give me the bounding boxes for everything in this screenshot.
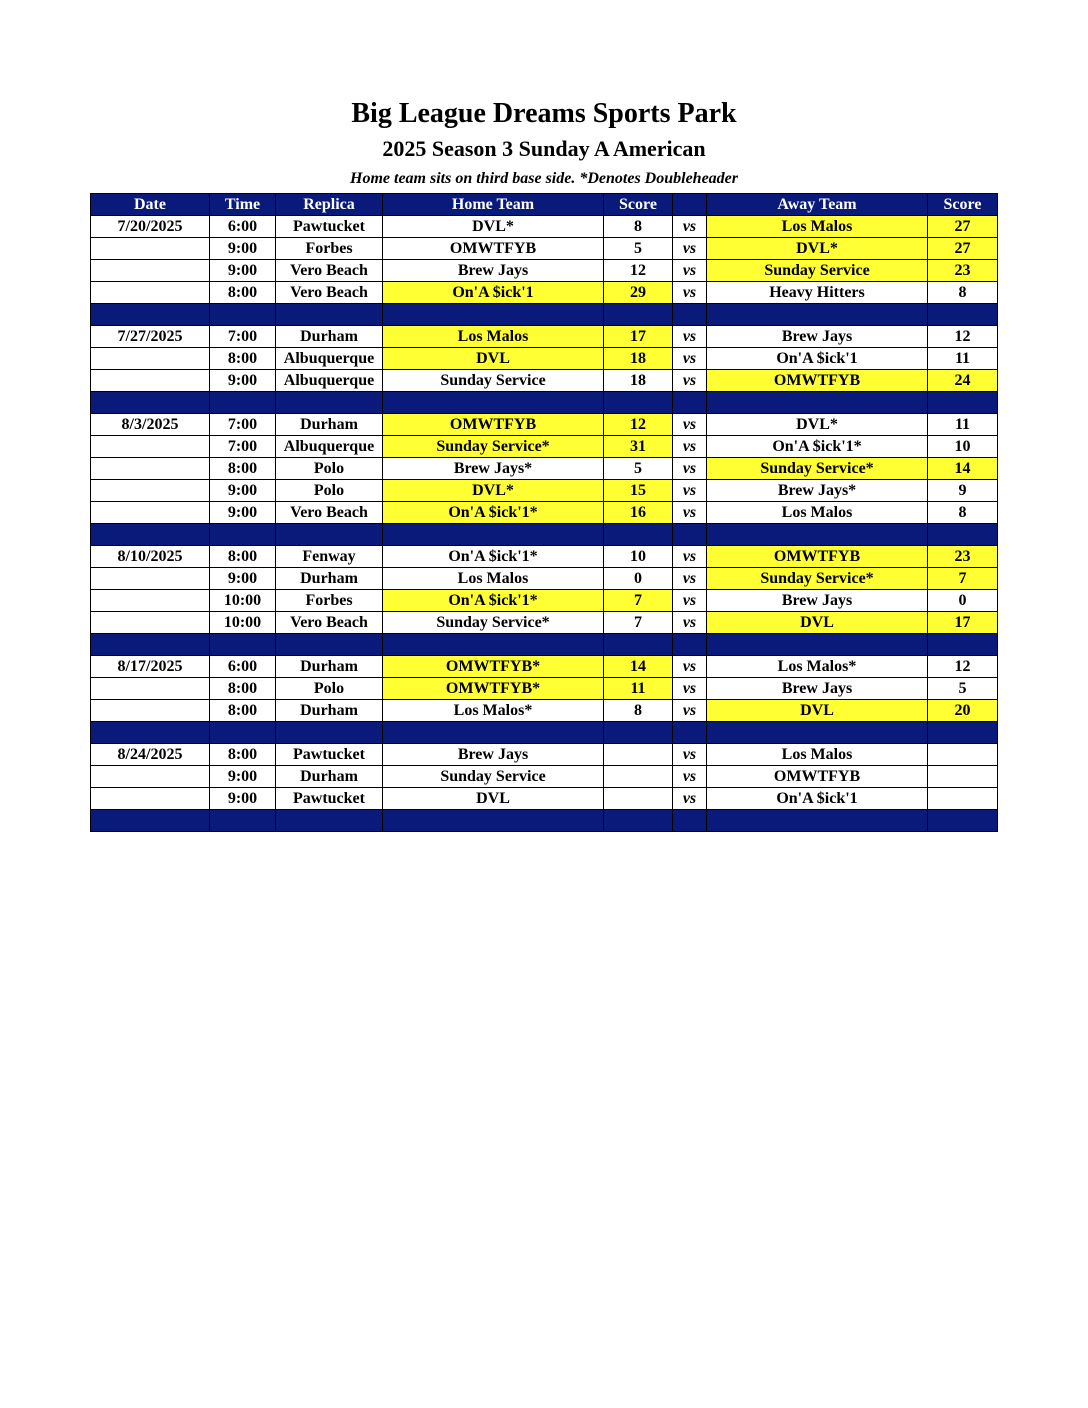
table-row (91, 348, 998, 370)
table-row (91, 216, 998, 238)
vs-cell: vs (673, 260, 707, 282)
away-team-cell: OMWTFYB (707, 766, 928, 788)
separator-cell (604, 634, 673, 656)
separator-cell (604, 304, 673, 326)
vs-cell: vs (673, 458, 707, 480)
time-cell: 6:00 (210, 656, 276, 678)
separator-cell (383, 304, 604, 326)
home-team-cell: OMWTFYB (383, 414, 604, 436)
away-team-cell: Brew Jays* (707, 480, 928, 502)
time-cell: 10:00 (210, 590, 276, 612)
time-cell: 7:00 (210, 436, 276, 458)
time-cell: 9:00 (210, 766, 276, 788)
separator-cell (673, 634, 707, 656)
away-score-cell: 11 (928, 348, 998, 370)
schedule-table (90, 193, 998, 832)
home-team-cell: On'A $ick'1 (383, 282, 604, 304)
separator-cell (210, 304, 276, 326)
vs-cell: vs (673, 700, 707, 722)
separator-cell (383, 524, 604, 546)
home-score-cell: 0 (604, 568, 673, 590)
separator-cell (276, 392, 383, 414)
separator-cell (604, 810, 673, 832)
time-cell: 9:00 (210, 238, 276, 260)
away-team-cell: Sunday Service* (707, 458, 928, 480)
vs-cell: vs (673, 590, 707, 612)
time-cell: 7:00 (210, 414, 276, 436)
table-row (91, 612, 998, 634)
week-separator-row (91, 722, 998, 744)
separator-cell (928, 634, 998, 656)
table-row (91, 700, 998, 722)
table-row (91, 458, 998, 480)
home-score-cell: 7 (604, 612, 673, 634)
date-cell (91, 238, 210, 260)
away-team-cell: On'A $ick'1 (707, 348, 928, 370)
away-team-cell: Los Malos (707, 502, 928, 524)
separator-cell (91, 304, 210, 326)
date-cell (91, 348, 210, 370)
replica-field-cell: Albuquerque (276, 370, 383, 392)
vs-cell: vs (673, 678, 707, 700)
vs-cell: vs (673, 216, 707, 238)
date-cell: 8/24/2025 (91, 744, 210, 766)
time-cell: 9:00 (210, 502, 276, 524)
away-team-cell: OMWTFYB (707, 546, 928, 568)
home-team-cell: Sunday Service* (383, 436, 604, 458)
home-score-cell: 16 (604, 502, 673, 524)
away-score-cell (928, 766, 998, 788)
separator-cell (707, 392, 928, 414)
vs-cell: vs (673, 414, 707, 436)
home-score-cell: 10 (604, 546, 673, 568)
separator-cell (928, 722, 998, 744)
table-row (91, 766, 998, 788)
home-team-cell: OMWTFYB (383, 238, 604, 260)
time-cell: 10:00 (210, 612, 276, 634)
table-header-row (91, 194, 998, 216)
time-cell: 9:00 (210, 370, 276, 392)
table-row (91, 414, 998, 436)
separator-cell (383, 392, 604, 414)
table-row (91, 590, 998, 612)
away-score-cell: 0 (928, 590, 998, 612)
date-cell: 8/17/2025 (91, 656, 210, 678)
vs-cell: vs (673, 238, 707, 260)
separator-cell (673, 304, 707, 326)
away-team-cell: Brew Jays (707, 326, 928, 348)
date-cell: 8/10/2025 (91, 546, 210, 568)
home-score-cell (604, 744, 673, 766)
week-separator-row (91, 810, 998, 832)
separator-cell (210, 722, 276, 744)
time-cell: 9:00 (210, 788, 276, 810)
vs-cell: vs (673, 612, 707, 634)
separator-cell (383, 810, 604, 832)
replica-field-cell: Vero Beach (276, 282, 383, 304)
away-score-cell: 27 (928, 216, 998, 238)
vs-cell: vs (673, 436, 707, 458)
away-score-cell: 11 (928, 414, 998, 436)
date-cell (91, 678, 210, 700)
away-team-cell: On'A $ick'1* (707, 436, 928, 458)
table-row (91, 370, 998, 392)
replica-field-cell: Polo (276, 678, 383, 700)
replica-field-cell: Polo (276, 480, 383, 502)
separator-cell (604, 722, 673, 744)
home-score-cell: 15 (604, 480, 673, 502)
column-header-home-score: Score (604, 194, 673, 216)
home-team-cell: OMWTFYB* (383, 678, 604, 700)
date-cell (91, 370, 210, 392)
replica-field-cell: Vero Beach (276, 502, 383, 524)
away-team-cell: DVL (707, 612, 928, 634)
away-team-cell: Sunday Service* (707, 568, 928, 590)
separator-cell (276, 304, 383, 326)
home-score-cell: 18 (604, 348, 673, 370)
table-row (91, 260, 998, 282)
date-cell (91, 502, 210, 524)
replica-field-cell: Vero Beach (276, 612, 383, 634)
separator-cell (276, 722, 383, 744)
week-separator-row (91, 392, 998, 414)
home-team-cell: Los Malos* (383, 700, 604, 722)
separator-cell (928, 524, 998, 546)
week-separator-row (91, 634, 998, 656)
separator-cell (928, 810, 998, 832)
separator-cell (91, 810, 210, 832)
away-score-cell (928, 788, 998, 810)
separator-cell (707, 634, 928, 656)
time-cell: 8:00 (210, 700, 276, 722)
home-team-cell: DVL* (383, 216, 604, 238)
away-score-cell: 8 (928, 502, 998, 524)
replica-field-cell: Polo (276, 458, 383, 480)
home-score-cell: 5 (604, 458, 673, 480)
column-header-date: Date (91, 194, 210, 216)
date-cell (91, 700, 210, 722)
table-row (91, 282, 998, 304)
column-header-vs (673, 194, 707, 216)
time-cell: 9:00 (210, 568, 276, 590)
table-row (91, 436, 998, 458)
separator-cell (604, 392, 673, 414)
vs-cell: vs (673, 744, 707, 766)
separator-cell (383, 634, 604, 656)
time-cell: 8:00 (210, 678, 276, 700)
vs-cell: vs (673, 370, 707, 392)
season-subtitle: 2025 Season 3 Sunday A American (382, 136, 706, 161)
home-score-cell: 18 (604, 370, 673, 392)
separator-cell (928, 304, 998, 326)
home-score-cell: 5 (604, 238, 673, 260)
away-score-cell: 17 (928, 612, 998, 634)
week-separator-row (91, 524, 998, 546)
away-score-cell: 12 (928, 326, 998, 348)
date-cell (91, 612, 210, 634)
time-cell: 8:00 (210, 546, 276, 568)
table-row (91, 568, 998, 590)
date-cell (91, 260, 210, 282)
home-team-cell: Sunday Service* (383, 612, 604, 634)
date-cell: 7/27/2025 (91, 326, 210, 348)
separator-cell (604, 524, 673, 546)
separator-cell (276, 634, 383, 656)
time-cell: 8:00 (210, 348, 276, 370)
away-score-cell: 12 (928, 656, 998, 678)
time-cell: 8:00 (210, 282, 276, 304)
home-score-cell: 7 (604, 590, 673, 612)
home-team-cell: Los Malos (383, 326, 604, 348)
away-score-cell: 24 (928, 370, 998, 392)
replica-field-cell: Durham (276, 700, 383, 722)
vs-cell: vs (673, 656, 707, 678)
separator-cell (276, 810, 383, 832)
date-cell: 8/3/2025 (91, 414, 210, 436)
table-row (91, 656, 998, 678)
away-score-cell: 23 (928, 546, 998, 568)
replica-field-cell: Fenway (276, 546, 383, 568)
away-team-cell: DVL* (707, 238, 928, 260)
vs-cell: vs (673, 788, 707, 810)
replica-field-cell: Durham (276, 766, 383, 788)
separator-cell (707, 810, 928, 832)
separator-cell (210, 392, 276, 414)
separator-cell (383, 722, 604, 744)
away-team-cell: DVL (707, 700, 928, 722)
replica-field-cell: Pawtucket (276, 744, 383, 766)
replica-field-cell: Forbes (276, 590, 383, 612)
date-cell (91, 436, 210, 458)
separator-cell (210, 634, 276, 656)
away-score-cell: 27 (928, 238, 998, 260)
time-cell: 7:00 (210, 326, 276, 348)
home-team-cell: DVL* (383, 480, 604, 502)
home-team-cell: On'A $ick'1* (383, 546, 604, 568)
home-score-cell: 12 (604, 260, 673, 282)
vs-cell: vs (673, 480, 707, 502)
date-cell (91, 590, 210, 612)
separator-cell (673, 722, 707, 744)
replica-field-cell: Albuquerque (276, 436, 383, 458)
vs-cell: vs (673, 766, 707, 788)
replica-field-cell: Forbes (276, 238, 383, 260)
table-row (91, 744, 998, 766)
home-score-cell: 31 (604, 436, 673, 458)
home-score-cell: 17 (604, 326, 673, 348)
home-score-cell: 11 (604, 678, 673, 700)
separator-cell (673, 392, 707, 414)
separator-cell (928, 392, 998, 414)
away-team-cell: On'A $ick'1 (707, 788, 928, 810)
date-cell (91, 480, 210, 502)
away-team-cell: Heavy Hitters (707, 282, 928, 304)
date-cell (91, 788, 210, 810)
away-team-cell: Sunday Service (707, 260, 928, 282)
away-team-cell: OMWTFYB (707, 370, 928, 392)
replica-field-cell: Albuquerque (276, 348, 383, 370)
home-score-cell (604, 788, 673, 810)
week-separator-row (91, 304, 998, 326)
date-cell: 7/20/2025 (91, 216, 210, 238)
replica-field-cell: Durham (276, 414, 383, 436)
away-team-cell: Brew Jays (707, 678, 928, 700)
schedule-note: Home team sits on third base side. *Denotes Doubleheader (350, 170, 738, 187)
date-cell (91, 458, 210, 480)
separator-cell (707, 304, 928, 326)
table-row (91, 502, 998, 524)
home-team-cell: Brew Jays (383, 744, 604, 766)
home-team-cell: Brew Jays (383, 260, 604, 282)
time-cell: 6:00 (210, 216, 276, 238)
vs-cell: vs (673, 568, 707, 590)
home-team-cell: On'A $ick'1* (383, 590, 604, 612)
time-cell: 8:00 (210, 458, 276, 480)
away-team-cell: Brew Jays (707, 590, 928, 612)
home-team-cell: OMWTFYB* (383, 656, 604, 678)
separator-cell (707, 722, 928, 744)
date-cell (91, 568, 210, 590)
time-cell: 8:00 (210, 744, 276, 766)
vs-cell: vs (673, 282, 707, 304)
home-team-cell: DVL (383, 788, 604, 810)
vs-cell: vs (673, 348, 707, 370)
table-row (91, 326, 998, 348)
separator-cell (707, 524, 928, 546)
away-team-cell: Los Malos (707, 744, 928, 766)
separator-cell (673, 810, 707, 832)
separator-cell (91, 524, 210, 546)
vs-cell: vs (673, 502, 707, 524)
away-score-cell: 10 (928, 436, 998, 458)
vs-cell: vs (673, 546, 707, 568)
page-title: Big League Dreams Sports Park (351, 98, 737, 129)
time-cell: 9:00 (210, 480, 276, 502)
away-team-cell: Los Malos (707, 216, 928, 238)
home-team-cell: Sunday Service (383, 370, 604, 392)
away-score-cell: 8 (928, 282, 998, 304)
replica-field-cell: Durham (276, 326, 383, 348)
vs-cell: vs (673, 326, 707, 348)
away-score-cell: 14 (928, 458, 998, 480)
separator-cell (210, 524, 276, 546)
away-score-cell: 20 (928, 700, 998, 722)
table-row (91, 480, 998, 502)
table-row (91, 238, 998, 260)
away-score-cell: 7 (928, 568, 998, 590)
home-score-cell: 8 (604, 216, 673, 238)
table-row (91, 788, 998, 810)
date-cell (91, 766, 210, 788)
home-score-cell: 29 (604, 282, 673, 304)
table-row (91, 546, 998, 568)
away-score-cell: 9 (928, 480, 998, 502)
separator-cell (91, 722, 210, 744)
column-header-away-score: Score (928, 194, 998, 216)
away-score-cell: 23 (928, 260, 998, 282)
replica-field-cell: Pawtucket (276, 788, 383, 810)
column-header-home-team: Home Team (383, 194, 604, 216)
replica-field-cell: Vero Beach (276, 260, 383, 282)
date-cell (91, 282, 210, 304)
home-score-cell: 14 (604, 656, 673, 678)
home-team-cell: DVL (383, 348, 604, 370)
column-header-away-team: Away Team (707, 194, 928, 216)
home-team-cell: Sunday Service (383, 766, 604, 788)
home-team-cell: Brew Jays* (383, 458, 604, 480)
column-header-time: Time (210, 194, 276, 216)
separator-cell (673, 524, 707, 546)
separator-cell (276, 524, 383, 546)
home-score-cell (604, 766, 673, 788)
replica-field-cell: Durham (276, 656, 383, 678)
table-row (91, 678, 998, 700)
home-score-cell: 12 (604, 414, 673, 436)
home-team-cell: Los Malos (383, 568, 604, 590)
separator-cell (91, 634, 210, 656)
home-team-cell: On'A $ick'1* (383, 502, 604, 524)
away-score-cell: 5 (928, 678, 998, 700)
replica-field-cell: Durham (276, 568, 383, 590)
replica-field-cell: Pawtucket (276, 216, 383, 238)
home-score-cell: 8 (604, 700, 673, 722)
separator-cell (210, 810, 276, 832)
away-team-cell: Los Malos* (707, 656, 928, 678)
schedule-body (91, 216, 998, 832)
away-team-cell: DVL* (707, 414, 928, 436)
separator-cell (91, 392, 210, 414)
time-cell: 9:00 (210, 260, 276, 282)
column-header-replica: Replica (276, 194, 383, 216)
away-score-cell (928, 744, 998, 766)
